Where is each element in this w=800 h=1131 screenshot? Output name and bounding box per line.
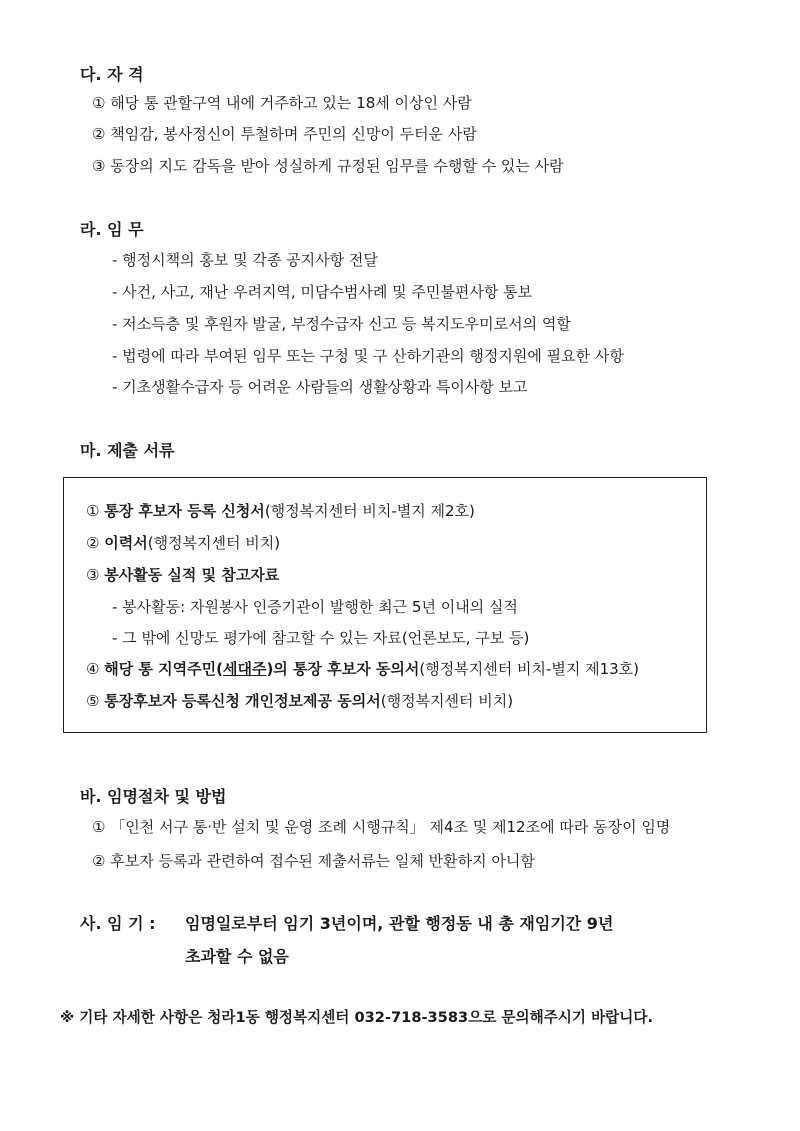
document-2-title: 이력서 [104, 534, 148, 552]
document-item-2 [86, 532, 280, 553]
document-4-underlined: 세대주 [222, 660, 267, 678]
term-line-2: 초과할 수 없음 [185, 947, 289, 966]
document-2-note: (행정복지센터 비치) [147, 534, 281, 552]
document-4-number: ④ [86, 660, 100, 678]
document-1-note: (행정복지센터 비치-별지 제2호) [264, 502, 475, 520]
section-title-duties: 라. 임 무 [80, 220, 144, 239]
document-5-title: 통장후보자 등록신청 개인정보제공 동의서 [104, 692, 381, 710]
document-5-note: (행정복지센터 비치) [380, 692, 514, 710]
appointment-item-1: ① 「인천 서구 통·반 설치 및 운영 조례 시행규칙」 제4조 및 제12조에 따라 동장이 임명 [92, 818, 671, 836]
section-title-qualification: 다. 자 격 [80, 65, 144, 84]
term-line-1: 임명일로부터 임기 3년이며, 관할 행정동 내 총 재임기간 9년 [185, 914, 614, 933]
document-item-1 [86, 500, 475, 521]
document-item-3 [86, 564, 279, 585]
qualification-item-3: ③ 동장의 지도 감독을 받아 성실하게 규정된 임무를 수행할 수 있는 사람 [92, 157, 564, 175]
section-title-appointment: 바. 임명절차 및 방법 [80, 787, 227, 806]
duty-item-3: - 저소득층 및 후원자 발굴, 부정수급자 신고 등 복지도우미로서의 역할 [112, 315, 571, 333]
document-item-4 [86, 658, 639, 679]
document-1-number: ① [86, 502, 100, 520]
term-label: 사. 임 기 : [80, 914, 156, 933]
document-3-number: ③ [86, 566, 100, 584]
document-4-title-a: 해당 통 지역주민( [104, 660, 223, 678]
duty-item-5: - 기초생활수급자 등 어려운 사람들의 생활상황과 특이사항 보고 [112, 378, 528, 396]
document-4-title-b: )의 통장 후보자 동의서 [266, 660, 420, 678]
document-5-number: ⑤ [86, 692, 100, 710]
duty-item-1: - 행정시책의 홍보 및 각종 공지사항 전달 [112, 251, 378, 269]
document-3-subitem-2: - 그 밖에 신망도 평가에 참고할 수 있는 자료(언론보도, 구보 등) [112, 629, 530, 647]
appointment-item-2: ② 후보자 등록과 관련하여 접수된 제출서류는 일체 반환하지 아니함 [92, 852, 535, 870]
duty-item-4: - 법령에 따라 부여된 임무 또는 구청 및 구 산하기관의 행정지원에 필요한 사항 [112, 347, 624, 365]
footer-contact-note: ※ 기타 자세한 사항은 청라1동 행정복지센터 032-718-3583으로 문의해주시기 바랍니다. [60, 1009, 654, 1026]
document-3-title: 봉사활동 실적 및 참고자료 [104, 566, 280, 584]
document-3-subitem-1: - 봉사활동: 자원봉사 인증기관이 발행한 최근 5년 이내의 실적 [112, 598, 518, 616]
duty-item-2: - 사건, 사고, 재난 우려지역, 미담수범사례 및 주민불편사항 통보 [112, 283, 533, 301]
qualification-item-2: ② 책임감, 봉사정신이 투철하며 주민의 신망이 두터운 사람 [92, 125, 477, 143]
section-title-documents: 마. 제출 서류 [80, 441, 175, 460]
qualification-item-1: ① 해당 통 관할구역 내에 거주하고 있는 18세 이상인 사람 [92, 94, 472, 112]
document-4-note: (행정복지센터 비치-별지 제13호) [419, 660, 640, 678]
document-1-title: 통장 후보자 등록 신청서 [104, 502, 265, 520]
document-2-number: ② [86, 534, 100, 552]
document-item-5 [86, 690, 513, 711]
